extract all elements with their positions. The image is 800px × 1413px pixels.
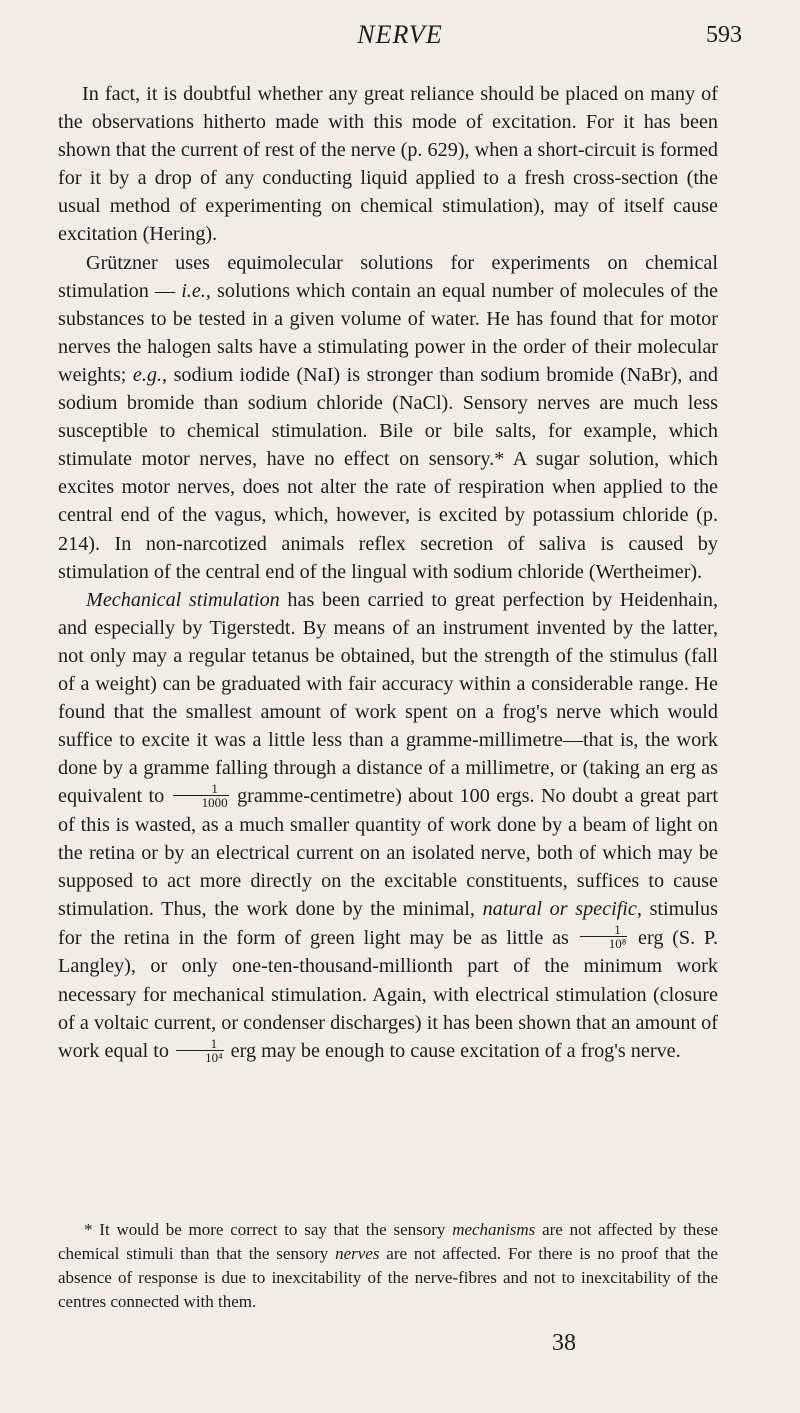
italic-natural-or-specific: natural or specific: [482, 898, 637, 921]
fraction-denominator: 10⁸: [608, 936, 627, 952]
page-number: 593: [706, 22, 742, 48]
italic-nerves: nerves: [335, 1244, 380, 1263]
paragraph-text: , stimulus for the retina in the form of green light may be as little as: [58, 898, 718, 949]
signature-mark: 38: [552, 1330, 576, 1356]
footnote-text: are not affected. For there is no proof that the absence of response is due to inexcitability of the nerve-fibres and not to inexcitability of the centres connected with them.: [58, 1244, 718, 1311]
footnote: [58, 1218, 718, 1314]
paragraph-grutzner-equimolecular: [58, 249, 718, 586]
fraction-numerator: 1: [580, 923, 628, 937]
fraction-ten-to-fourth: [176, 1037, 224, 1064]
italic-mechanical-stimulation: Mechanical stimulation: [86, 588, 280, 611]
footnote-text: * It would be more correct to say that the sensory: [84, 1220, 453, 1239]
footnote-text: are not affected by these chemical stimuli than that the sensory: [58, 1220, 719, 1263]
paragraph-text: erg may be enough to cause excitation of a frog's nerve.: [230, 1039, 681, 1062]
body-text: [58, 80, 718, 1066]
fraction-one-thousandth: [173, 782, 229, 809]
paragraph-text: gramme-centimetre) about 100 ergs. No doubt a great part of this is wasted, as a much smaller quantity of work done by a beam of light on the retina or by an electrical current on an isolated nerve, both of which may be supposed to act more directly on the excitable constituents, suffices to cause stimulation. Thus, the work done by the minimal,: [58, 785, 718, 921]
italic-mechanisms: mechanisms: [452, 1220, 536, 1239]
running-head: [0, 14, 800, 54]
paragraph-text: , solutions which contain an equal number of molecules of the substances to be tested in a given volume of water. He has found that for motor nerves the halogen salts have a stimulating power in the order of their molecular weights;: [58, 279, 718, 386]
paragraph-text: In fact, it is doubtful whether any great reliance should be placed on many of the observations hitherto made with this mode of excitation. For it has been shown that the current of rest of the nerve (p. 629), when a short-circuit is formed for it by a drop of any conducting liquid applied to a fresh cross-section (the usual method of experimenting on chemical stimulation), may of itself cause excitation (Hering).: [58, 83, 718, 246]
paragraph-text: erg (S. P. Langley), or only one-ten-thousand-millionth part of the minimum work necessary for mechanical stimulation. Again, with electrical stimulation (closure of a voltaic current, or condenser discharges) it has been shown that an amount of work equal to: [58, 926, 719, 1062]
paragraph-text: Grützner uses equimolecular solutions for experiments on chemical stimulation —: [58, 251, 718, 302]
paragraph-text: , sodium iodide (NaI) is stronger than sodium bromide (NaBr), and sodium bromide than sodium chloride (NaCl). Sensory nerves are much less susceptible to chemical stimulation. Bile or bile salts, for example, which stimulate motor nerves, have no effect on sensory.* A sugar solution, which excites motor nerves, does not alter the rate of respiration when applied to the central end of the vagus, which, however, is excited by potassium chloride (p. 214). In non-narcotized animals reflex secretion of saliva is caused by stimulation of the central end of the lingual with sodium chloride (Wertheimer).: [58, 363, 718, 583]
fraction-numerator: 1: [173, 782, 229, 796]
footnote-paragraph: [58, 1218, 718, 1314]
paragraph-excitation-reliance: [58, 80, 718, 249]
italic-ie: i.e.: [181, 279, 206, 302]
fraction-denominator: 1000: [201, 795, 228, 811]
paragraph-text: has been carried to great perfection by Heidenhain, and especially by Tigerstedt. By means of an instrument invented by the latter, not only may a regular tetanus be obtained, but the strength of the stimulus (fall of a weight) can be graduated with fair accuracy within a considerable range. He found that the smallest amount of work spent on a frog's nerve which would suffice to excite it was a little less than a gramme-millimetre—that is, the work done by a gramme falling through a distance of a millimetre, or (taking an erg as equivalent to: [58, 588, 718, 808]
italic-eg: e.g.: [132, 363, 163, 386]
fraction-ten-to-eighth: [580, 923, 628, 950]
paragraph-mechanical-stimulation: [58, 586, 718, 1066]
fraction-numerator: 1: [176, 1037, 224, 1051]
running-head-title: NERVE: [357, 20, 443, 49]
fraction-denominator: 10⁴: [205, 1049, 223, 1065]
